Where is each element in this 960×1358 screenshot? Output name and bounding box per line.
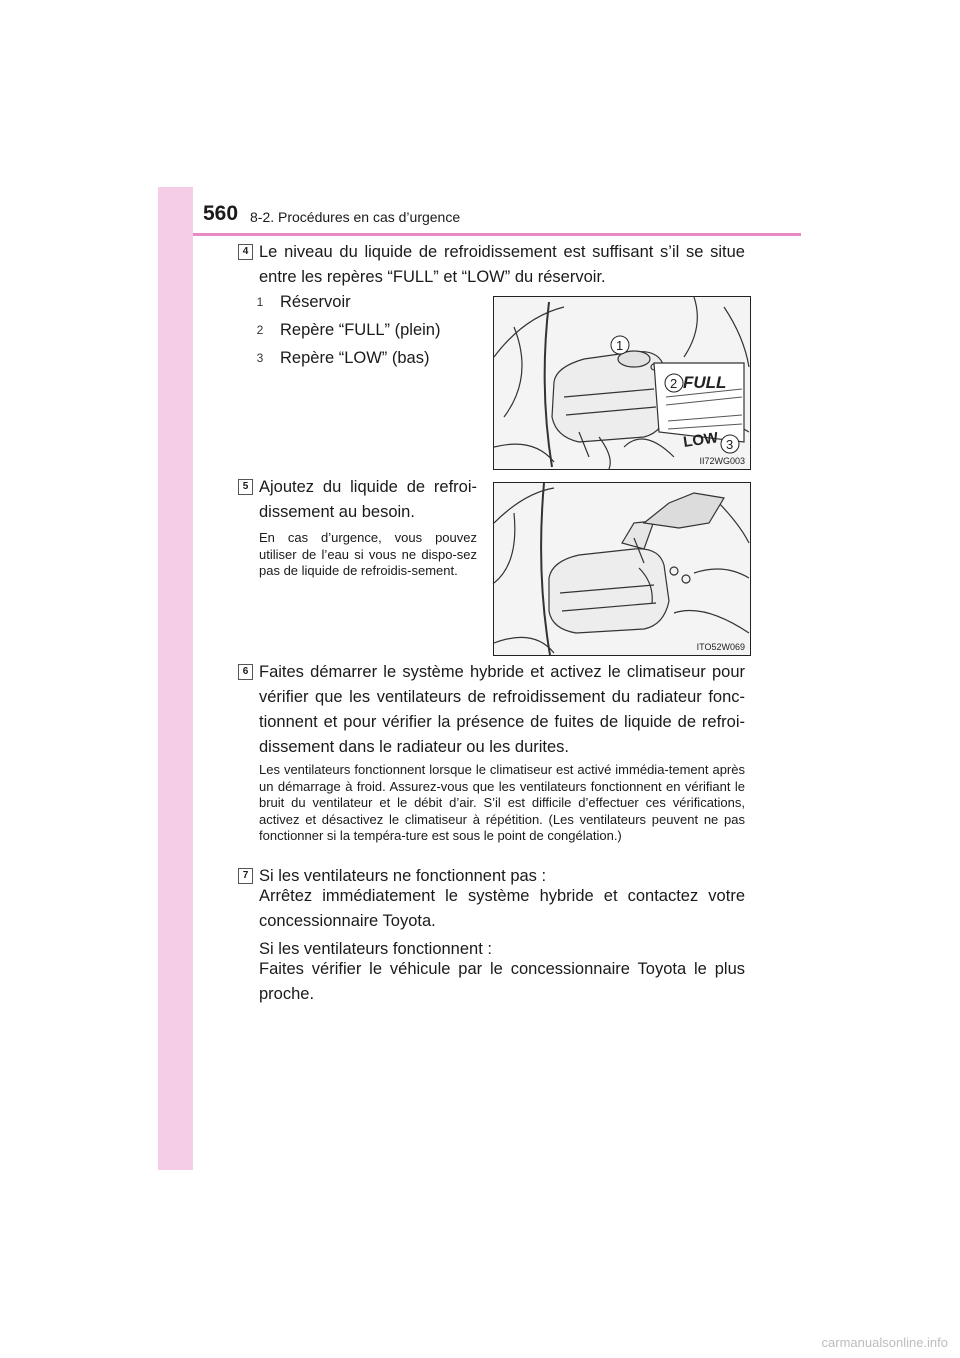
legend-label-low: Repère “LOW” (bas) xyxy=(280,349,430,367)
figure-callout-3: 3 xyxy=(726,437,734,452)
figure-callout-1: 1 xyxy=(616,338,624,353)
watermark: carmanualsonline.info xyxy=(821,1335,948,1350)
legend-number-1: 1 xyxy=(256,295,264,309)
figure-callout-2: 2 xyxy=(670,376,678,391)
step-6-note: Les ventilateurs fonctionnent lorsque le climatiseur est activé immédia-tement après un démarrage à froid. Assurez-vous que les ventilateurs fonctionnent en vérifiant le bruit du ventilateur et le débit d’air. S’il est difficile d’effectuer ces vérifications, activez et désactivez le climatiseur à répétition. (Les ventilateurs peuvent ne pas fonctionner si la tempéra-ture est sous le point de congélation.) xyxy=(259,762,745,843)
step-marker-4: 4 xyxy=(238,244,253,260)
step-marker-5: 5 xyxy=(238,479,253,495)
refill-figure xyxy=(493,482,751,656)
side-tab-bar xyxy=(158,187,193,1170)
step-marker-6: 6 xyxy=(238,664,253,680)
step-5-note: En cas d’urgence, vous pouvez utiliser de l’eau si vous ne dispo-sez pas de liquide de refroidis-sement. xyxy=(259,530,477,578)
legend-number-2: 2 xyxy=(256,323,264,337)
legend-number-3: 3 xyxy=(256,351,264,365)
step-5-text: Ajoutez du liquide de refroi-dissement au besoin. xyxy=(259,478,477,521)
header-rule xyxy=(193,233,801,236)
step-7-action-1: Arrêtez immédiatement le système hybride et contactez votre concessionnaire Toyota. xyxy=(259,887,745,930)
low-mark-label: LOW xyxy=(682,429,720,451)
section-title: 8-2. Procédures en cas d’urgence xyxy=(250,209,461,225)
figure-code-1: II72WG003 xyxy=(699,456,745,466)
full-mark-label: FULL xyxy=(683,373,727,392)
figure-code-2: ITO52W069 xyxy=(696,642,745,652)
step-7-condition-1: Si les ventilateurs ne fonctionnent pas : xyxy=(259,867,547,885)
legend-label-reservoir: Réservoir xyxy=(280,293,351,311)
step-7-action-2: Faites vérifier le véhicule par le concessionnaire Toyota le plus proche. xyxy=(259,960,745,1003)
step-4-text: Le niveau du liquide de refroidissement est suffisant s’il se situe entre les repères “FULL” et “LOW” du réservoir. xyxy=(259,243,745,286)
legend-label-full: Repère “FULL” (plein) xyxy=(280,321,441,339)
step-6-text: Faites démarrer le système hybride et activez le climatiseur pour vérifier que les ventilateurs de refroidissement du radiateur fonc-tionnent et pour vérifier la présence de fuites de liquide de refroi-dissement dans le radiateur ou les durites. xyxy=(259,663,745,756)
page-number: 560 xyxy=(203,202,239,225)
step-7-condition-2: Si les ventilateurs fonctionnent : xyxy=(259,940,492,958)
reservoir-figure xyxy=(493,296,751,470)
step-marker-7: 7 xyxy=(238,868,253,884)
